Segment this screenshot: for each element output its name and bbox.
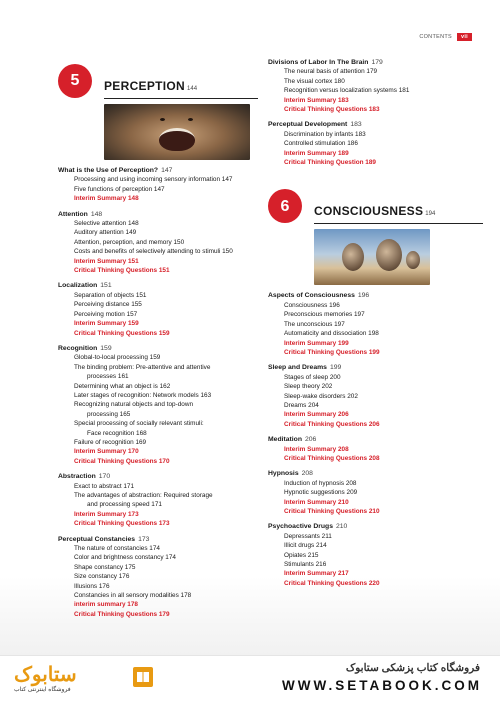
- review-entry[interactable]: interim summary 178: [74, 601, 138, 609]
- section-heading-text: Sleep and Dreams: [268, 364, 327, 372]
- toc-entry[interactable]: Five functions of perception 147: [74, 185, 165, 193]
- toc-section: [58, 210, 258, 276]
- section-page: 196: [357, 292, 370, 300]
- section-page: 170: [98, 473, 111, 481]
- review-entry[interactable]: Critical Thinking Questions 173: [74, 520, 170, 528]
- review-entry[interactable]: Critical Thinking Questions 170: [74, 457, 170, 465]
- toc-entry[interactable]: The nature of constancies 174: [74, 545, 160, 553]
- bear-mouth: [159, 128, 195, 151]
- toc-entry[interactable]: Depressants 211: [284, 532, 332, 540]
- section-heading-text: Recognition: [58, 344, 98, 352]
- review-entry[interactable]: Critical Thinking Questions 151: [74, 267, 170, 275]
- section-heading[interactable]: [268, 291, 483, 300]
- surreal-heads-photo: [314, 229, 430, 285]
- toc-section: [268, 522, 483, 588]
- toc-entry[interactable]: Sleep theory 202: [284, 383, 333, 391]
- review-entry[interactable]: Critical Thinking Questions 159: [74, 329, 170, 337]
- toc-entry[interactable]: Failure of recognition 169: [74, 438, 147, 446]
- toc-entry[interactable]: Determining what an object is 162: [74, 382, 171, 390]
- logo-subtitle: فروشگاه اینترنتی کتاب: [14, 687, 71, 693]
- toc-entry[interactable]: Global-to-local processing 159: [74, 354, 161, 362]
- section-heading[interactable]: [58, 281, 258, 290]
- toc-entry[interactable]: processes 161: [87, 373, 129, 381]
- toc-entry[interactable]: Consciousness 196: [284, 301, 340, 309]
- chapter-5-header: [58, 58, 258, 100]
- bear-eye-left: [160, 118, 165, 121]
- toc-entry[interactable]: Costs and benefits of selectively attending to stimuli 150: [74, 248, 233, 256]
- section-page: 208: [301, 470, 313, 478]
- toc-entry[interactable]: Shape constancy 175: [74, 563, 136, 571]
- review-entry[interactable]: Critical Thinking Questions 179: [74, 610, 170, 618]
- toc-section: [58, 535, 258, 620]
- section-heading[interactable]: [58, 166, 258, 175]
- section-heading[interactable]: [58, 210, 258, 219]
- store-url[interactable]: WWW.SETABOOK.COM: [282, 678, 482, 693]
- logo-wordmark: ستابوک: [14, 664, 77, 686]
- review-entry[interactable]: Interim Summary 208: [284, 445, 349, 453]
- section-page: 148: [90, 210, 103, 218]
- chapter-page: 194: [425, 211, 436, 218]
- chapter-title: [314, 204, 436, 219]
- toc-entry[interactable]: Separation of objects 151: [74, 291, 147, 299]
- review-entry[interactable]: Interim Summary 217: [284, 570, 349, 578]
- section-heading-text: Aspects of Consciousness: [268, 292, 355, 300]
- chapter-rule: [314, 223, 483, 224]
- review-entry[interactable]: Interim Summary 159: [74, 320, 139, 328]
- store-footer: [0, 655, 500, 701]
- review-entry[interactable]: Interim Summary 170: [74, 448, 139, 456]
- toc-entry[interactable]: Selective attention 148: [74, 220, 139, 228]
- section-page: 199: [329, 364, 342, 372]
- toc-entry[interactable]: Recognizing natural objects and top-down: [74, 401, 194, 409]
- running-head-label: CONTENTS: [419, 34, 452, 40]
- toc-entry[interactable]: Illusions 176: [74, 582, 110, 590]
- toc-entry[interactable]: Recognition versus localization systems 181: [284, 87, 410, 95]
- section-heading[interactable]: [268, 435, 483, 444]
- floating-head: [376, 239, 402, 271]
- toc-entry[interactable]: Stimulants 216: [284, 561, 327, 569]
- review-entry[interactable]: Interim Summary 199: [284, 339, 349, 347]
- section-heading-text: Abstraction: [58, 473, 96, 481]
- bear-eye-right: [188, 118, 193, 121]
- review-entry[interactable]: Critical Thinking Questions 206: [284, 420, 380, 428]
- toc-section: [268, 291, 483, 357]
- toc-section: [268, 120, 483, 167]
- toc-entry[interactable]: Illicit drugs 214: [284, 542, 327, 550]
- section-heading[interactable]: [268, 120, 483, 129]
- section-page: 147: [161, 167, 173, 174]
- chapter-page: 144: [187, 86, 198, 92]
- toc-entry[interactable]: Preconscious memories 197: [284, 311, 365, 319]
- chapter-title: [104, 79, 198, 94]
- toc-entry[interactable]: Later stages of recognition: Network models 163: [74, 391, 212, 399]
- section-heading[interactable]: [58, 535, 258, 544]
- section-heading[interactable]: [58, 472, 258, 481]
- review-entry[interactable]: Critical Thinking Questions 199: [284, 348, 380, 356]
- section-page: 210: [335, 523, 348, 531]
- review-entry[interactable]: Interim Summary 173: [74, 510, 139, 518]
- section-heading[interactable]: [268, 363, 483, 372]
- toc-entry[interactable]: and processing speed 171: [87, 501, 162, 509]
- chapter-number-badge: 6: [268, 189, 302, 223]
- section-page: 151: [100, 282, 112, 290]
- toc-section: [268, 58, 483, 114]
- review-entry[interactable]: Interim Summary 148: [74, 195, 139, 203]
- review-entry[interactable]: Critical Thinking Questions 208: [284, 454, 380, 462]
- floating-head: [406, 251, 420, 269]
- toc-section: [268, 363, 483, 429]
- chapter-5-sections: [58, 166, 258, 619]
- section-heading-text: Meditation: [268, 436, 302, 444]
- page-number-badge: vii: [457, 33, 472, 41]
- bear-photo: [104, 104, 250, 160]
- toc-entry[interactable]: processing 165: [87, 410, 131, 418]
- toc-entry[interactable]: Dreams 204: [284, 401, 319, 409]
- left-column: [58, 58, 258, 619]
- toc-section: [58, 281, 258, 337]
- toc-entry[interactable]: Sleep-wake disorders 202: [284, 392, 358, 400]
- toc-entry[interactable]: Color and brightness constancy 174: [74, 554, 176, 562]
- section-heading[interactable]: [58, 344, 258, 353]
- toc-section: [268, 469, 483, 516]
- section-page: 173: [138, 535, 150, 543]
- section-heading-text: Hypnosis: [268, 470, 299, 478]
- toc-entry[interactable]: Perceiving motion 157: [74, 310, 138, 318]
- chapter-number-badge: 5: [58, 64, 92, 98]
- toc-entry[interactable]: Exact to abstract 171: [74, 482, 135, 490]
- section-heading[interactable]: [268, 522, 483, 531]
- section-heading-text: Perceptual Constancies: [58, 535, 136, 543]
- review-entry[interactable]: Interim Summary 210: [284, 498, 349, 506]
- toc-entry[interactable]: Attention, perception, and memory 150: [74, 238, 185, 246]
- section-page: 206: [304, 436, 317, 444]
- book-logo-icon: [130, 664, 156, 690]
- store-logo: [14, 662, 132, 694]
- section-page: 183: [350, 121, 362, 129]
- right-column: [268, 58, 483, 588]
- section-heading-text: Divisions of Labor In The Brain: [268, 59, 369, 66]
- toc-entry[interactable]: Face recognition 168: [87, 429, 147, 437]
- toc-entry[interactable]: The binding problem: Pre-attentive and attentive: [74, 363, 211, 371]
- floating-head: [342, 243, 364, 271]
- review-entry[interactable]: Interim Summary 189: [284, 149, 349, 157]
- toc-entry[interactable]: The neural basis of attention 179: [284, 68, 378, 76]
- toc-entry[interactable]: Automaticity and dissociation 198: [284, 330, 379, 338]
- section-heading-text: Perceptual Development: [268, 121, 348, 129]
- chapter-6-header: [268, 183, 483, 225]
- toc-section: [268, 435, 483, 463]
- toc-section: [58, 166, 258, 204]
- review-entry[interactable]: Critical Thinking Questions 220: [284, 579, 380, 587]
- toc-entry[interactable]: Stages of sleep 200: [284, 373, 341, 381]
- review-entry[interactable]: Interim Summary 206: [284, 411, 349, 419]
- running-head: [419, 33, 472, 41]
- section-heading[interactable]: [268, 469, 483, 478]
- toc-entry[interactable]: Size constancy 176: [74, 573, 130, 581]
- section-heading[interactable]: [268, 58, 483, 67]
- toc-entry[interactable]: Opiates 215: [284, 551, 319, 559]
- toc-entry[interactable]: Perceiving distance 155: [74, 301, 142, 309]
- toc-entry[interactable]: The visual cortex 180: [284, 77, 345, 85]
- review-entry[interactable]: Critical Thinking Questions 210: [284, 508, 380, 515]
- section-page: 159: [100, 344, 112, 352]
- review-entry[interactable]: Critical Thinking Question 189: [284, 159, 376, 167]
- toc-entry[interactable]: Induction of hypnosis 208: [284, 479, 357, 487]
- review-entry[interactable]: Interim Summary 183: [284, 96, 349, 104]
- toc-entry[interactable]: Processing and using incoming sensory information 147: [74, 176, 233, 184]
- toc-entry[interactable]: The unconscious 197: [284, 320, 345, 328]
- toc-entry[interactable]: Auditory attention 149: [74, 229, 137, 237]
- review-entry[interactable]: Interim Summary 151: [74, 257, 139, 265]
- section-heading-text: Localization: [58, 282, 98, 290]
- toc-entry[interactable]: Discrimination by infants 183: [284, 130, 366, 138]
- section-page: 179: [371, 59, 383, 66]
- toc-entry[interactable]: Hypnotic suggestions 209: [284, 489, 358, 497]
- toc-entry[interactable]: Special processing of socially relevant stimuli:: [74, 420, 204, 428]
- review-entry[interactable]: Critical Thinking Questions 183: [284, 106, 380, 114]
- toc-section: [58, 344, 258, 466]
- section-heading-text: What is the Use of Perception?: [58, 167, 159, 174]
- store-title: فروشگاه کتاب پزشکی ستابوک: [345, 662, 480, 674]
- toc-section: [58, 472, 258, 528]
- toc-entry[interactable]: The advantages of abstraction: Required storage: [74, 492, 213, 499]
- chapter-rule: [104, 98, 258, 99]
- section-heading-text: Attention: [58, 210, 88, 218]
- chapter-6-sections: [268, 291, 483, 588]
- chapter-title-text: CONSCIOUSNESS: [314, 204, 424, 219]
- chapter-5-continued-sections: [268, 58, 483, 167]
- chapter-title-text: PERCEPTION: [104, 79, 186, 93]
- toc-entry[interactable]: Controlled stimulation 186: [284, 140, 358, 148]
- section-heading-text: Psychoactive Drugs: [268, 523, 333, 531]
- toc-entry[interactable]: Constancies in all sensory modalities 178: [74, 592, 192, 600]
